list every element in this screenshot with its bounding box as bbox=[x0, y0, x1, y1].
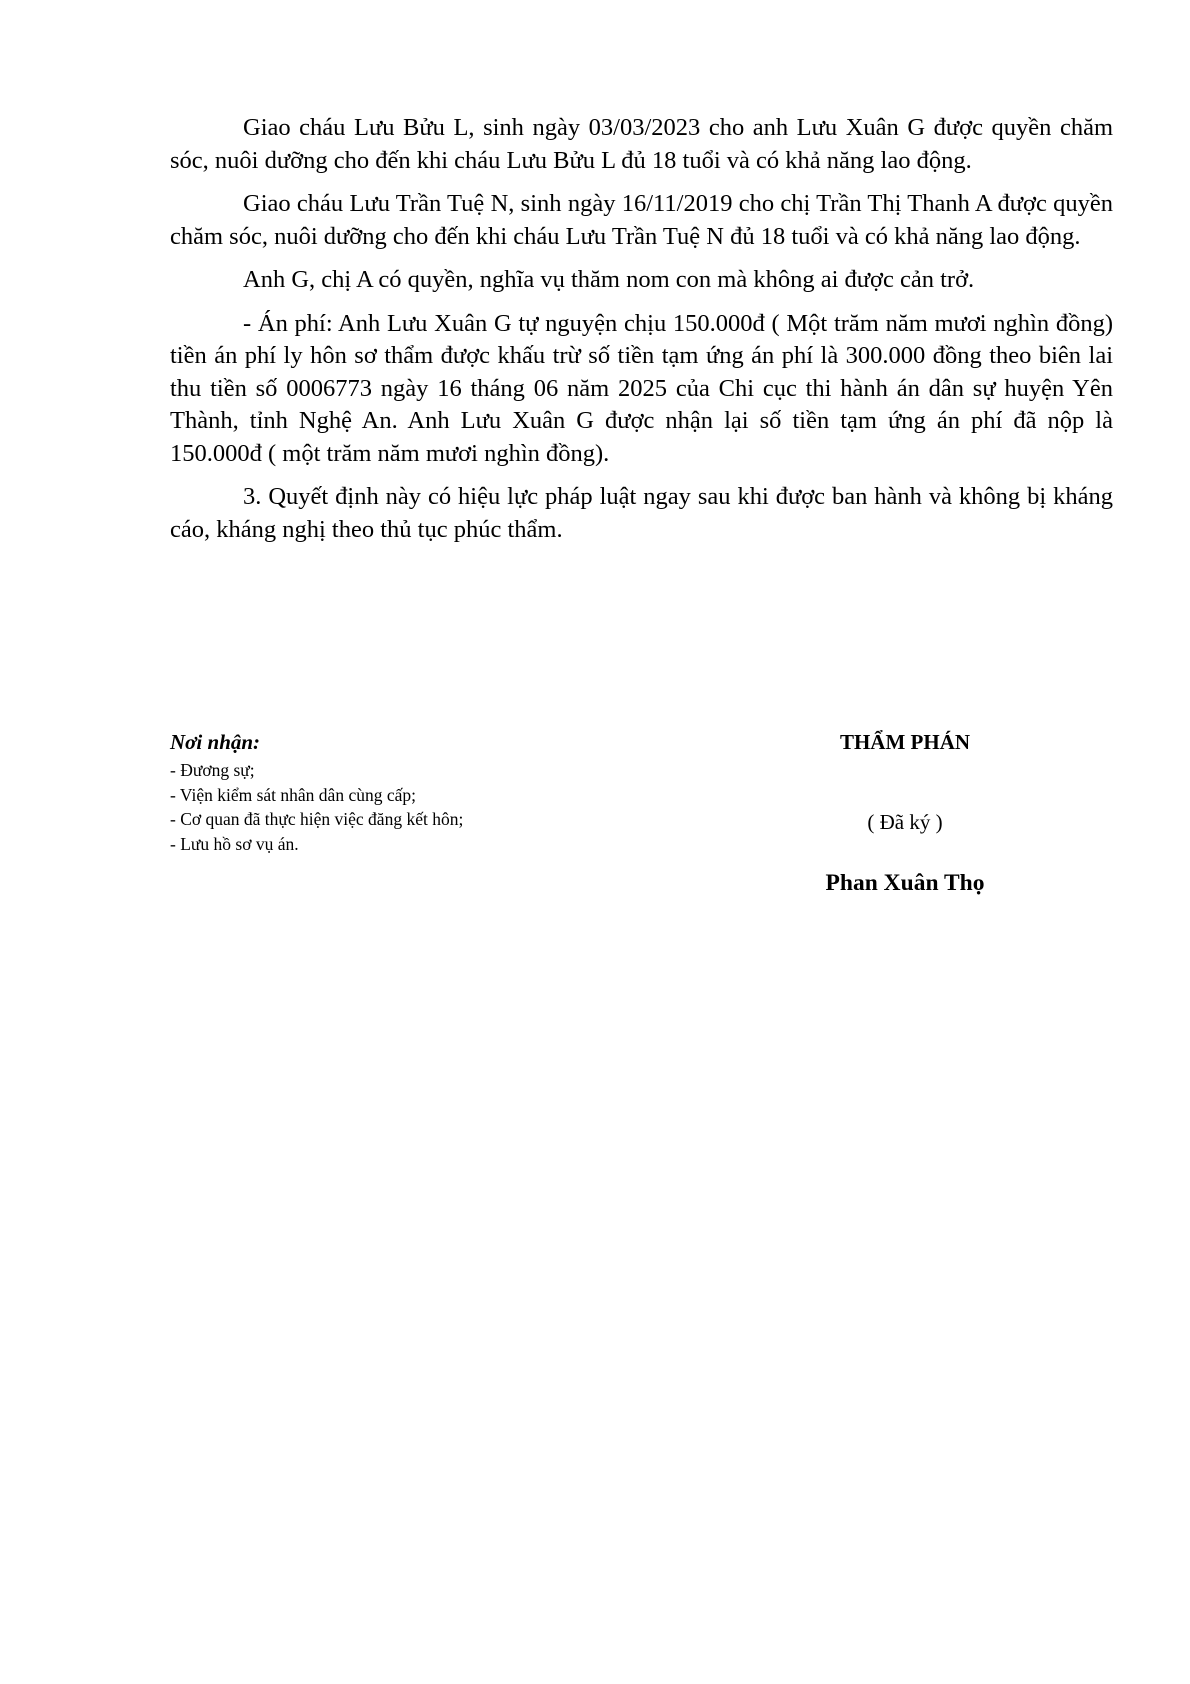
paragraph-visitation-rights: Anh G, chị A có quyền, nghĩa vụ thăm nom con mà không ai được cản trở. bbox=[243, 266, 975, 293]
signature-block bbox=[760, 728, 1050, 898]
paragraph-custody-child-n: Giao cháu Lưu Trần Tuệ N, sinh ngày 16/11/2019 cho chị Trần Thị Thanh A được quyền chăm sóc, nuôi dưỡng cho đến khi cháu Lưu Trần Tuệ N đủ 18 tuổi và có khả năng lao động. bbox=[170, 190, 1113, 250]
paragraph-custody-child-l: Giao cháu Lưu Bửu L, sinh ngày 03/03/2023 cho anh Lưu Xuân G được quyền chăm sóc, nuôi dưỡng cho đến khi cháu Lưu Bửu L đủ 18 tuổi và có khả năng lao động. bbox=[170, 114, 1113, 174]
paragraph-court-fee: - Án phí: Anh Lưu Xuân G tự nguyện chịu 150.000đ ( Một trăm năm mươi nghìn đồng) tiền án phí ly hôn sơ thẩm được khấu trừ số tiền tạm ứng án phí là 300.000 đồng theo biên lai thu tiền số 0006773 ngày 16 tháng 06 năm 2025 của Chi cục thi hành án dân sự huyện Yên Thành, tỉnh Nghệ An. Anh Lưu Xuân G được nhận lại số tiền tạm ứng án phí đã nộp là 150.000đ ( một trăm năm mươi nghìn đồng). bbox=[170, 309, 1113, 467]
recipient-item: - Lưu hồ sơ vụ án. bbox=[170, 833, 299, 854]
recipients-block bbox=[170, 728, 690, 856]
recipient-item: - Cơ quan đã thực hiện việc đăng kết hôn; bbox=[170, 809, 464, 829]
paragraph-effective-clause: 3. Quyết định này có hiệu lực pháp luật ngay sau khi được ban hành và không bị kháng cáo, kháng nghị theo thủ tục phúc thẩm. bbox=[170, 483, 1113, 543]
recipients-title: Nơi nhận: bbox=[170, 730, 261, 754]
recipient-item: - Viện kiểm sát nhân dân cùng cấp; bbox=[170, 784, 416, 805]
signer-name: Phan Xuân Thọ bbox=[825, 870, 985, 896]
signer-title: THẨM PHÁN bbox=[839, 730, 971, 754]
recipient-item: - Đương sự; bbox=[170, 760, 255, 780]
recipients-list bbox=[170, 758, 690, 856]
signed-status: ( Đã ký ) bbox=[867, 810, 943, 834]
document-body bbox=[170, 112, 1113, 557]
